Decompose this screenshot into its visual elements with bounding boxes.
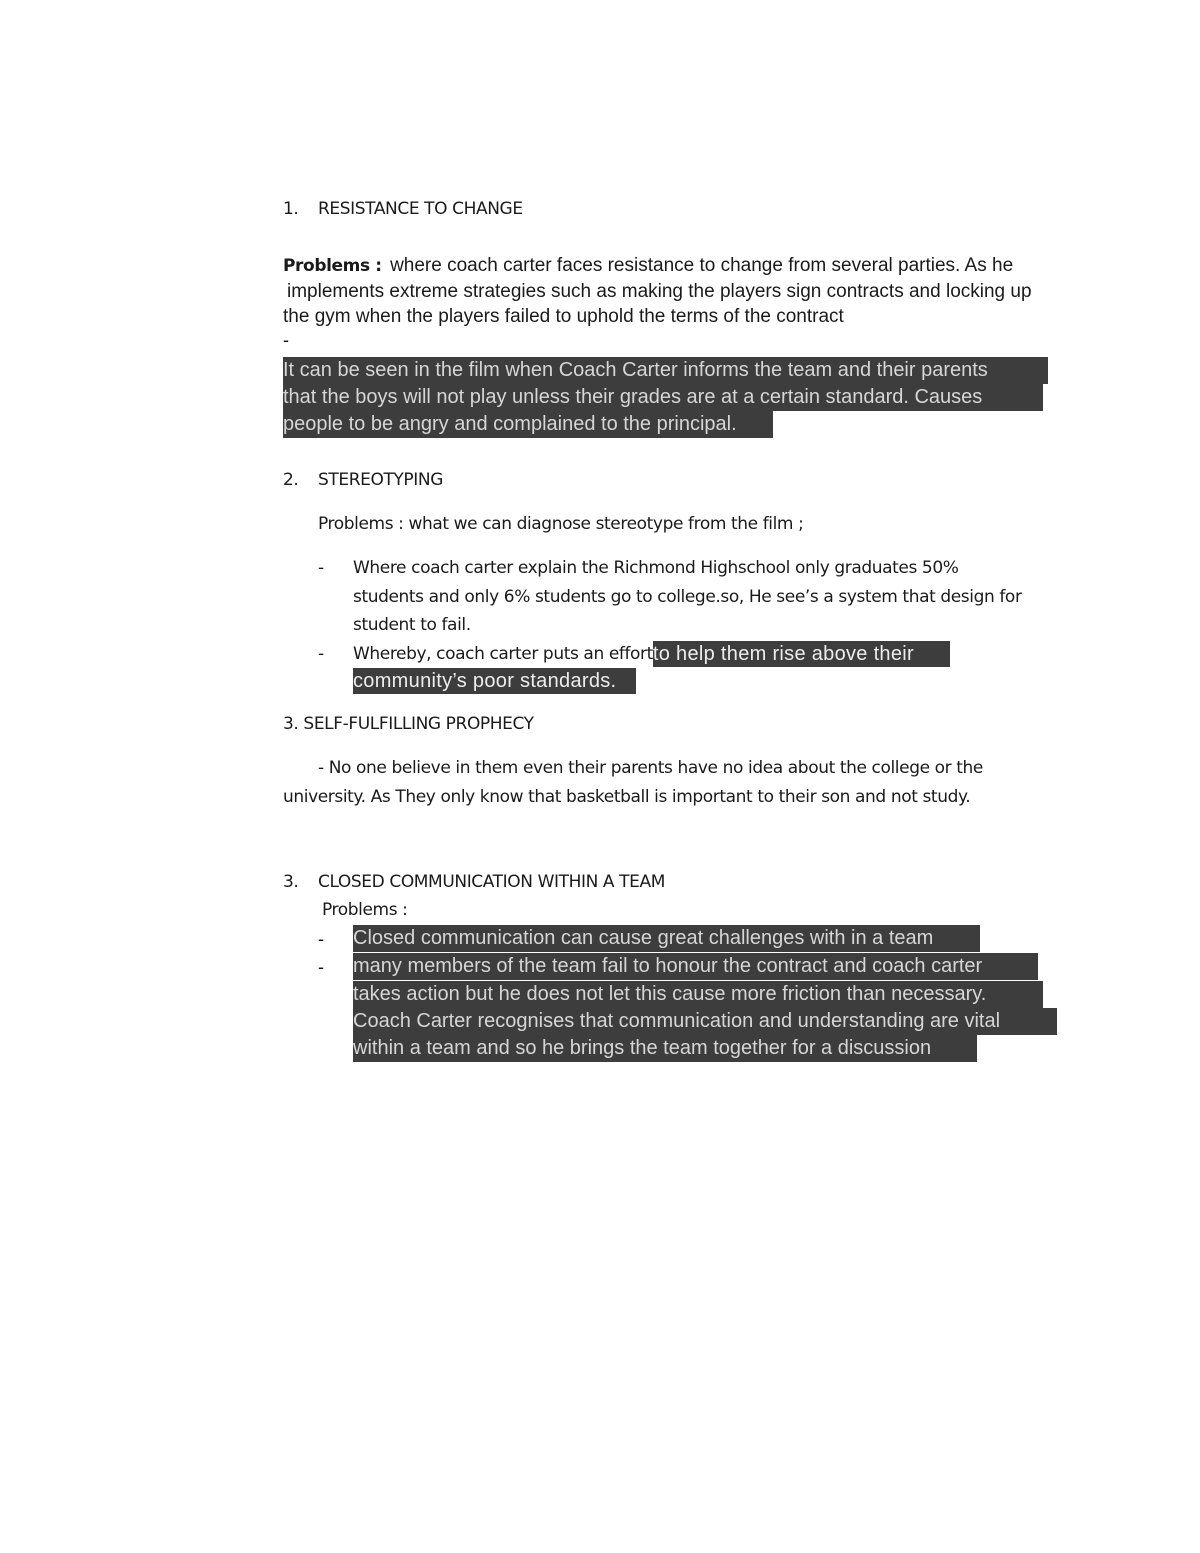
- section4-bullet2-line4: within a team and so he brings the team together for a discussion: [353, 1035, 977, 1062]
- section3-line2: university. As They only know that basketball is important to their son and not study.: [283, 787, 971, 807]
- problems-label: Problems :: [283, 256, 382, 276]
- section2-bullet2: [353, 641, 950, 667]
- section3-line1: - No one believe in them even their parents have no idea about the college or the: [318, 758, 983, 778]
- section1-number: 1.: [283, 199, 299, 219]
- section4-bullet2-line3: Coach Carter recognises that communication and understanding are vital: [353, 1008, 1057, 1035]
- section2-bullet2-text: Whereby, coach carter puts an effort: [353, 644, 653, 664]
- section2-bullet1-line3: student to fail.: [353, 615, 471, 635]
- section2-bullet1-line1: Where coach carter explain the Richmond Highschool only graduates 50%: [353, 558, 959, 578]
- section4-bullet2-line2: takes action but he does not let this cause more friction than necessary.: [353, 981, 1043, 1008]
- section1-heading: RESISTANCE TO CHANGE: [318, 199, 523, 219]
- problems-text-line2: implements extreme strategies such as making the players sign contracts and locking up: [287, 281, 1032, 302]
- section1-highlight-line3: people to be angry and complained to the principal.: [283, 411, 773, 438]
- section2-number: 2.: [283, 470, 299, 490]
- section2-bullet2-dash: -: [318, 644, 324, 664]
- section2-bullet1-line2: students and only 6% students go to college.so, He see’s a system that design for: [353, 587, 1022, 607]
- section4-heading: CLOSED COMMUNICATION WITHIN A TEAM: [318, 872, 665, 892]
- section4-bullet1-dash: -: [318, 929, 324, 949]
- section4-problems-label: Problems :: [322, 900, 408, 920]
- section3-heading: 3. SELF-FULFILLING PROPHECY: [283, 714, 534, 734]
- section2-problems: Problems : what we can diagnose stereotype from the film ;: [318, 514, 804, 534]
- problems-text-line3: the gym when the players failed to uphold the terms of the contract: [283, 306, 844, 327]
- section4-bullet2-line1: many members of the team fail to honour the contract and coach carter: [353, 953, 1038, 980]
- problems-text-line1: where coach carter faces resistance to change from several parties. As he: [390, 255, 1014, 276]
- section4-number: 3.: [283, 872, 299, 892]
- section4-bullet1-highlight: Closed communication can cause great challenges with in a team: [353, 925, 980, 952]
- section1-highlight-line1: It can be seen in the film when Coach Carter informs the team and their parents: [283, 357, 1048, 384]
- section1-problems: [283, 255, 1013, 277]
- section2-bullet2-highlight1: to help them rise above their: [653, 641, 950, 667]
- section2-heading: STEREOTYPING: [318, 470, 443, 490]
- section1-highlight-line2: that the boys will not play unless their grades are at a certain standard. Causes: [283, 384, 1043, 411]
- section4-bullet2-dash: -: [318, 957, 324, 977]
- section2-bullet1-dash: -: [318, 558, 324, 578]
- section1-dash: -: [283, 330, 289, 350]
- section2-bullet2-highlight2: community’s poor standards.: [353, 668, 636, 694]
